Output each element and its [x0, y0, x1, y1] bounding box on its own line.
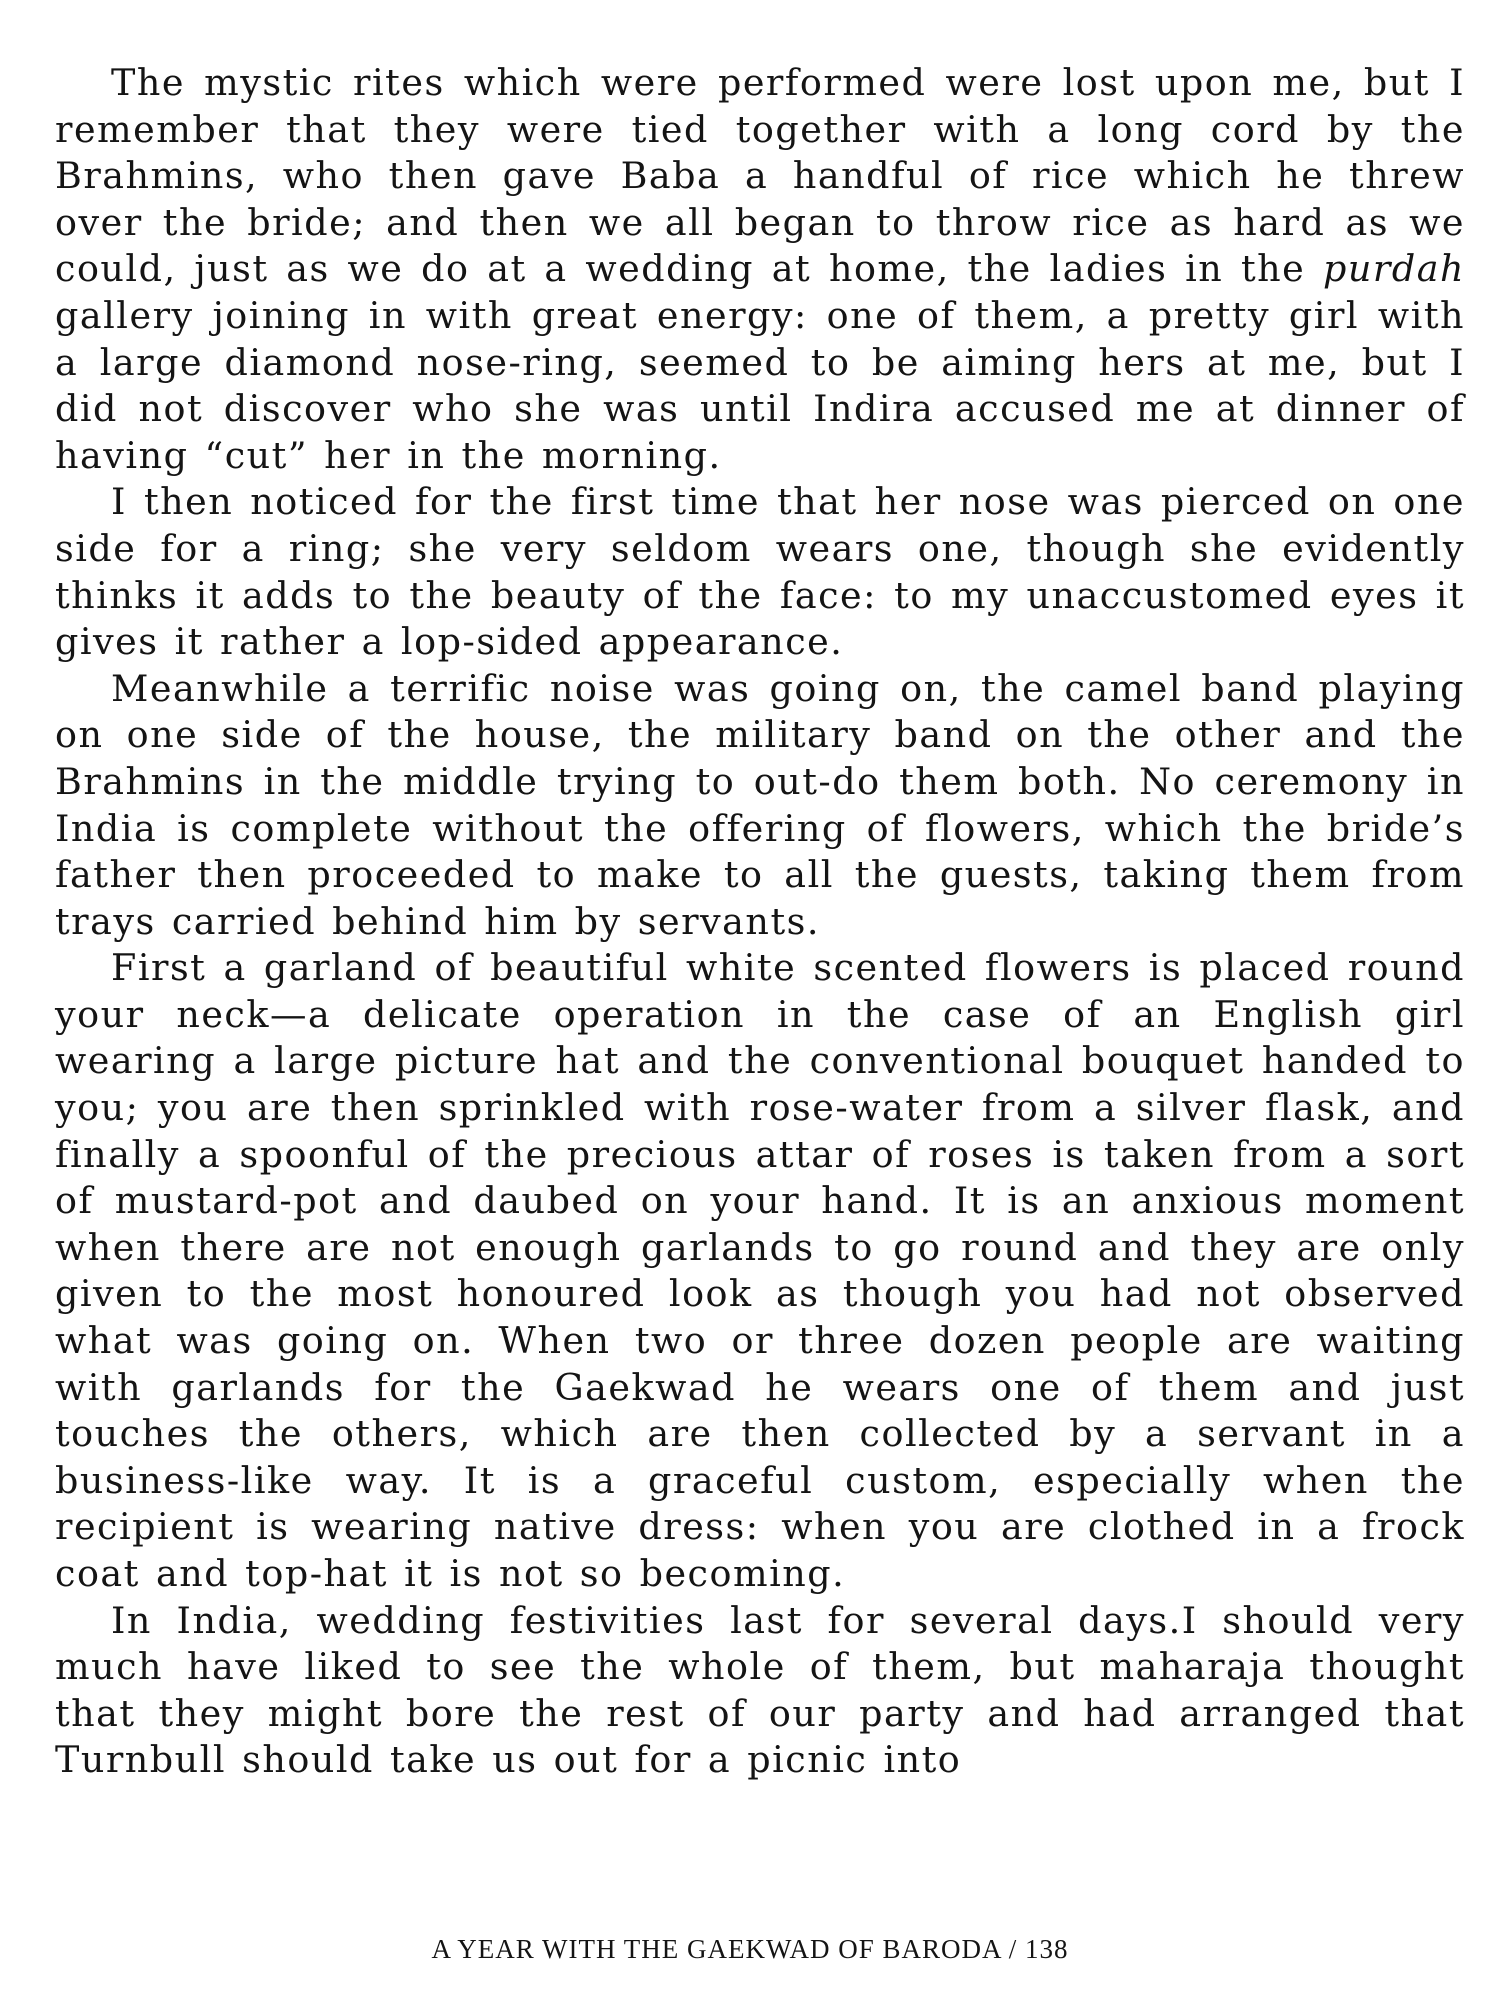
paragraph-4: First a garland of beautiful white scented flowers is placed round your neck—a delicate operation in the case of an English girl wearing a large picture hat and the conventional bouquet handed to you; you are then sprinkled with rose-water from a silver flask, and finally a spoonful of the precious attar of roses is taken from a sort of mustard-pot and daubed on your hand. It is an anxious moment when there are not enough garlands to go round and they are only given to the most honoured look as though you had not observed what was going on. When two or three dozen people are waiting with garlands for the Gaekwad he wears one of them and just touches the others, which are then collected by a servant in a business-like way. It is a graceful custom, especially when the recipient is wearing native dress: when you are clothed in a frock coat and top-hat it is not so becoming. [55, 946, 1465, 1595]
emphasis-purdah: purdah [1323, 247, 1465, 291]
running-footer: A YEAR WITH THE GAEKWAD OF BARODA / 138 [431, 1934, 1069, 1964]
paragraph-1 [55, 60, 1465, 479]
paragraph-2: I then noticed for the first time that her nose was pierced on one side for a ring; she very seldom wears one, though she evidently thinks it adds to the beauty of the face: to my unaccustomed eyes it gives it rather a lop-sided appearance. [55, 480, 1465, 664]
paragraph-3: Meanwhile a terrific noise was going on, the camel band playing on one side of the house, the military band on the other and the Brahmins in the middle trying to out-do them both. No ceremony in India is complete without the offering of flowers, which the bride’s father then proceeded to make to all the guests, taking them from trays carried behind him by servants. [55, 666, 1465, 943]
paragraph-1-text-after: gallery joining in with great energy: one of them, a pretty girl with a large diamond nose-ring, seemed to be aiming hers at me, but I did not discover who she was until Indira accused me at dinner of having “cut” her in the morning. [55, 293, 1465, 477]
body-text [55, 60, 1465, 1784]
paragraph-5: In India, wedding festivities last for several days.I should very much have liked to see the whole of them, but maharaja thought that they might bore the rest of our party and had arranged that Turnbull should take us out for a picnic into [55, 1598, 1465, 1782]
paragraph-1-text-before: The mystic rites which were performed were lost upon me, but I remember that they were tied together with a long cord by the Brahmins, who then gave Baba a handful of rice which he threw over the bride; and then we all began to throw rice as hard as we could, just as we do at a wedding at home, the ladies in the [55, 61, 1465, 291]
